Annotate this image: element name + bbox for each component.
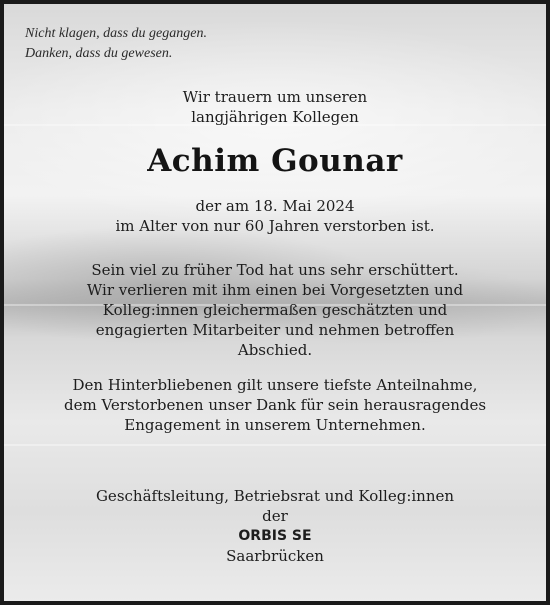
condolence-line: Engagement in unserem Unternehmen. [124, 416, 426, 434]
intro-line: langjährigen Kollegen [191, 108, 359, 126]
motto-line: Nicht klagen, dass du gegangen. [25, 26, 207, 41]
tribute-line: Abschied. [237, 341, 313, 359]
tribute-paragraph [4, 260, 546, 360]
motto [25, 24, 207, 64]
motto-line: Danken, dass du gewesen. [25, 46, 173, 61]
signoff [4, 486, 546, 566]
tribute-line: Wir verlieren mit ihm einen bei Vorgesetzten und [86, 281, 464, 299]
dates-line: im Alter von nur 60 Jahren verstorben ist. [115, 217, 435, 235]
tribute-line: Kolleg:innen gleichermaßen geschätzten und [102, 301, 448, 319]
tribute-line: engagierten Mitarbeiter und nehmen betroffen [95, 321, 455, 339]
intro-line: Wir trauern um unseren [182, 88, 368, 106]
condolence-line: dem Verstorbenen unser Dank für sein herausragendes [63, 396, 487, 414]
signoff-line: der [262, 507, 288, 525]
deceased-name: Achim Gounar [147, 143, 403, 179]
intro [4, 87, 546, 127]
signoff-line: Geschäftsleitung, Betriebsrat und Kolleg:innen [95, 487, 455, 505]
dates [4, 196, 546, 236]
tribute-line: Sein viel zu früher Tod hat uns sehr erschüttert. [91, 261, 459, 279]
condolence-paragraph [4, 375, 546, 435]
background-streak [4, 444, 546, 446]
company-city: Saarbrücken [226, 547, 324, 565]
condolence-line: Den Hinterbliebenen gilt unsere tiefste Anteilnahme, [72, 376, 478, 394]
dates-line: der am 18. Mai 2024 [195, 197, 355, 215]
company-name: ORBIS SE [238, 528, 312, 544]
